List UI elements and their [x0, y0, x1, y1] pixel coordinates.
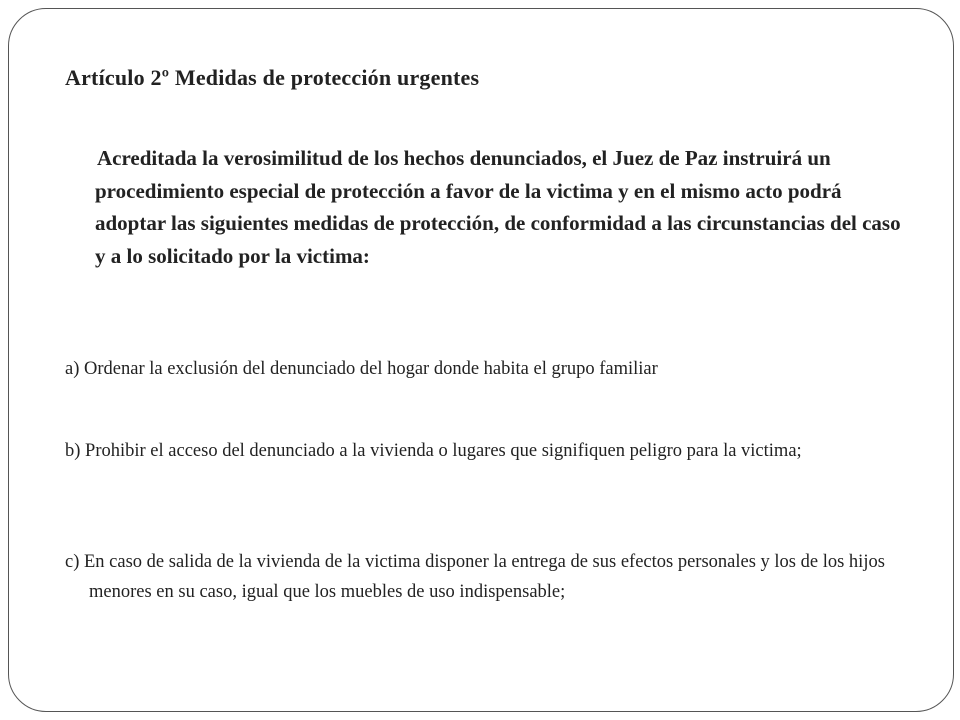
intro-paragraph: Acreditada la verosimilitud de los hechos denunciados, el Juez de Paz instruirá un procedimiento especial de protección a favor de la victima y en el mismo acto podrá adoptar las siguientes medidas de protección, de conformidad a las circunstancias del caso y a lo solicitado por la victima: [95, 146, 901, 268]
list-item-a: a) Ordenar la exclusión del denunciado del hogar donde habita el grupo familiar [65, 359, 658, 379]
article-title: Artículo 2º Medidas de protección urgentes [65, 65, 480, 90]
list-item-c: c) En caso de salida de la vivienda de la victima disponer la entrega de sus efectos personales y los de los hijos menores en su caso, igual que los muebles de uso indispensable; [65, 552, 885, 602]
list-item-b: b) Prohibir el acceso del denunciado a la vivienda o lugares que signifiquen peligro para la victima; [65, 441, 802, 461]
slide-frame [8, 8, 954, 712]
